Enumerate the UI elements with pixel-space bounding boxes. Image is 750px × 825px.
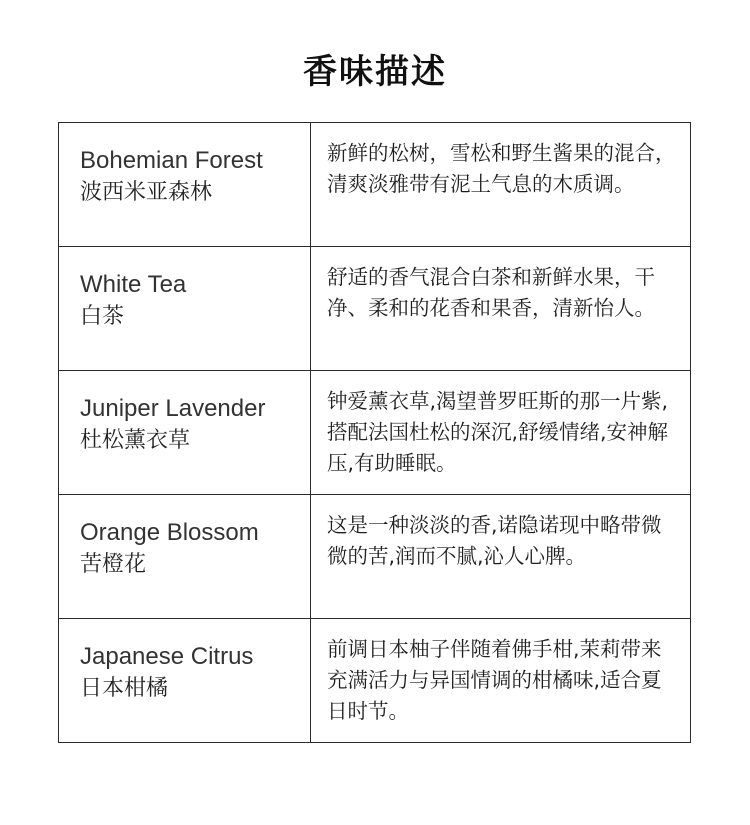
scent-name-english: Juniper Lavender (80, 395, 266, 422)
scent-name-cell (59, 619, 311, 743)
scent-name-cell (59, 495, 311, 619)
scent-name-english: White Tea (80, 271, 187, 298)
scent-name-english: Japanese Citrus (80, 643, 254, 670)
table-row (59, 247, 691, 371)
scent-description: 前调日本柚子伴随着佛手柑,茉莉带来充满活力与异国情调的柑橘味,适合夏日时节。 (311, 619, 691, 743)
table-row (59, 123, 691, 247)
scent-name-chinese: 白茶 (80, 304, 125, 329)
scent-name-cell (59, 371, 311, 495)
scent-description: 钟爱薰衣草,渴望普罗旺斯的那一片紫,搭配法国杜松的深沉,舒缓情绪,安神解压,有助睡眠。 (311, 371, 691, 495)
scent-description: 这是一种淡淡的香,诺隐诺现中略带微微的苦,润而不腻,沁人心脾。 (311, 495, 691, 619)
scent-table (58, 122, 691, 743)
table-row (59, 495, 691, 619)
scent-name-cell (59, 123, 311, 247)
scent-description: 新鲜的松树，雪松和野生酱果的混合，清爽淡雅带有泥土气息的木质调。 (311, 123, 691, 247)
table-row (59, 619, 691, 743)
page-title: 香味描述 (303, 52, 447, 92)
scent-name-cell (59, 247, 311, 371)
scent-name-english: Orange Blossom (80, 519, 259, 546)
table-row (59, 371, 691, 495)
scent-name-english: Bohemian Forest (80, 147, 263, 174)
scent-name-chinese: 日本柑橘 (80, 676, 169, 701)
scent-name-chinese: 苦橙花 (80, 552, 147, 577)
scent-name-chinese: 杜松薰衣草 (80, 428, 191, 453)
scent-description: 舒适的香气混合白茶和新鲜水果，干净、柔和的花香和果香，清新怡人。 (311, 247, 691, 371)
scent-name-chinese: 波西米亚森林 (80, 180, 213, 205)
